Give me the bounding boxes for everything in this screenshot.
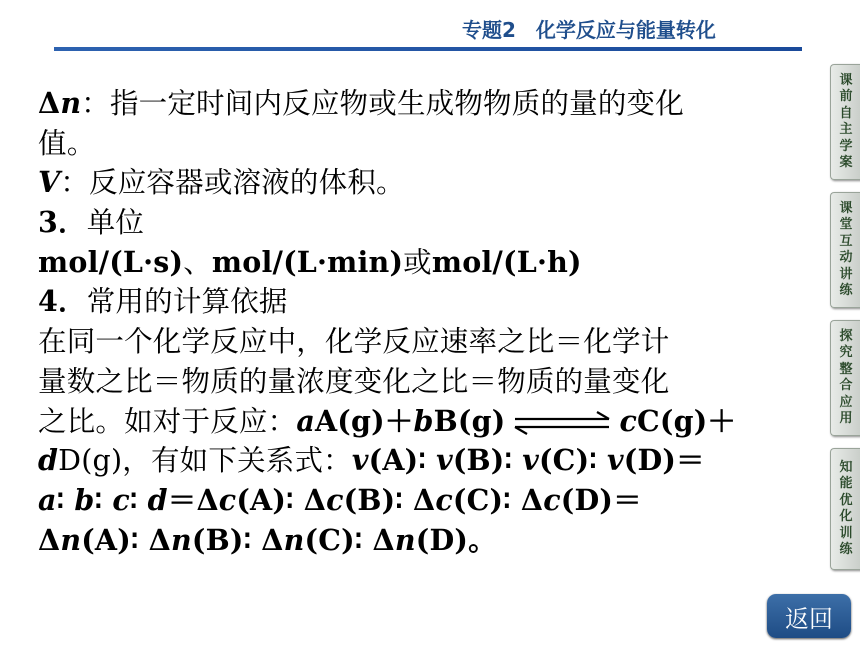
- text-span: mol/(L·s): [38, 244, 184, 279]
- text-span: A(g)＋: [314, 403, 414, 438]
- text-span: 、: [183, 245, 212, 279]
- text-span: d: [38, 443, 59, 478]
- tab-char: 整: [839, 361, 853, 377]
- text-line: 值。: [38, 126, 96, 160]
- tab-char: 练: [839, 283, 853, 298]
- sidebar-tab-explore[interactable]: [830, 320, 860, 436]
- sidebar-tab-training[interactable]: [830, 448, 860, 570]
- text-span: n: [283, 522, 305, 557]
- header-divider: [54, 47, 802, 51]
- text-span: Δ: [38, 86, 61, 120]
- text-span: c: [326, 482, 344, 517]
- text-span: v: [607, 443, 624, 478]
- sidebar-tab-preclass[interactable]: [830, 64, 860, 180]
- tab-char: 堂: [839, 217, 853, 232]
- text-span: ：指一定时间内反应物或生成物物质的量的变化: [81, 87, 684, 120]
- text-span: ∶: [56, 482, 75, 517]
- text-span: Δ: [38, 522, 61, 557]
- tab-char: 讲: [839, 266, 853, 282]
- text-span: d: [147, 482, 168, 517]
- text-span: (C)∶ Δ: [452, 482, 544, 517]
- text-line: [38, 163, 798, 203]
- text-line: [38, 282, 798, 322]
- text-span: 3．: [38, 205, 87, 240]
- text-span: c: [435, 482, 453, 517]
- text-span: D(g)，有如下关系式：: [58, 444, 352, 478]
- text-line: [38, 402, 798, 442]
- text-span: v: [436, 443, 453, 478]
- text-span: V: [38, 165, 61, 200]
- text-span: (B)∶ Δ: [343, 482, 436, 517]
- tab-char: 能: [839, 476, 853, 491]
- text-span: 4．: [38, 284, 87, 319]
- text-span: (D)。: [415, 522, 497, 557]
- slide-content: [38, 84, 798, 560]
- tab-char: 训: [839, 525, 853, 541]
- tab-char: 练: [839, 542, 853, 557]
- text-span: ∶: [94, 482, 113, 517]
- tab-char: 课: [839, 200, 853, 216]
- text-line: 量数之比＝物质的量浓度变化之比＝物质的量变化: [38, 364, 670, 398]
- text-span: n: [60, 86, 82, 120]
- text-span: c: [619, 403, 637, 438]
- tab-char: 互: [839, 233, 853, 249]
- text-span: c: [543, 482, 561, 517]
- tab-char: 前: [839, 89, 853, 104]
- text-span: (B)∶: [452, 443, 523, 478]
- text-span: mol/(L·h): [431, 244, 582, 279]
- equilibrium-arrow-icon: [509, 411, 615, 435]
- tab-char: 动: [839, 250, 853, 265]
- tab-char: 优: [839, 492, 853, 508]
- tab-char: 合: [839, 378, 853, 393]
- text-span: b: [413, 403, 434, 438]
- text-span: v: [351, 443, 369, 478]
- text-span: a: [296, 403, 315, 438]
- text-span: (A)∶: [368, 443, 437, 478]
- text-line: [38, 481, 798, 521]
- text-span: ∶: [129, 482, 148, 517]
- text-span: n: [60, 522, 82, 557]
- text-span: (B)∶ Δ: [191, 522, 284, 557]
- tab-char: 学: [839, 138, 853, 154]
- text-line: [38, 521, 798, 561]
- text-span: v: [522, 443, 539, 478]
- text-line: [38, 84, 798, 124]
- tab-char: 案: [839, 155, 853, 170]
- tab-char: 探: [839, 328, 853, 344]
- text-span: a: [38, 482, 57, 517]
- text-span: c: [112, 482, 130, 517]
- text-span: n: [394, 522, 416, 557]
- text-span: (A)∶ Δ: [81, 522, 171, 557]
- tab-char: 课: [839, 72, 853, 88]
- text-line: [38, 203, 798, 243]
- text-span: B(g): [433, 403, 506, 438]
- text-span: (D)＝: [623, 443, 705, 478]
- text-span: b: [74, 482, 95, 517]
- tab-char: 主: [839, 122, 853, 137]
- tab-char: 应: [839, 394, 853, 410]
- text-span: mol/(L·min): [211, 244, 404, 279]
- text-span: ＝Δ: [167, 482, 219, 517]
- text-span: (C)∶: [539, 443, 607, 478]
- text-line: 在同一个化学反应中，化学反应速率之比＝化学计: [38, 325, 670, 359]
- header-title: 专题2 化学反应与能量转化: [462, 18, 716, 42]
- text-span: 常用的计算依据: [86, 285, 288, 319]
- back-button[interactable]: 返回: [767, 594, 851, 638]
- tab-char: 究: [839, 345, 853, 360]
- sidebar-tab-inclass[interactable]: [830, 192, 860, 308]
- text-span: C(g)＋: [637, 403, 737, 438]
- tab-char: 用: [839, 411, 853, 426]
- tab-char: 知: [839, 459, 853, 475]
- text-span: ：反应容器或溶液的体积。: [60, 166, 405, 200]
- text-line: [38, 441, 798, 481]
- text-span: (C)∶ Δ: [304, 522, 395, 557]
- text-span: (A)∶ Δ: [236, 482, 327, 517]
- text-span: 之比。如对于反应：: [38, 404, 297, 438]
- text-span: n: [170, 522, 192, 557]
- text-span: c: [218, 482, 237, 517]
- text-line: [38, 243, 798, 283]
- tab-char: 化: [839, 509, 853, 524]
- text-span: (D)＝: [560, 482, 642, 517]
- text-span: 或: [403, 245, 432, 279]
- text-span: 单位: [86, 206, 145, 240]
- tab-char: 自: [839, 105, 853, 121]
